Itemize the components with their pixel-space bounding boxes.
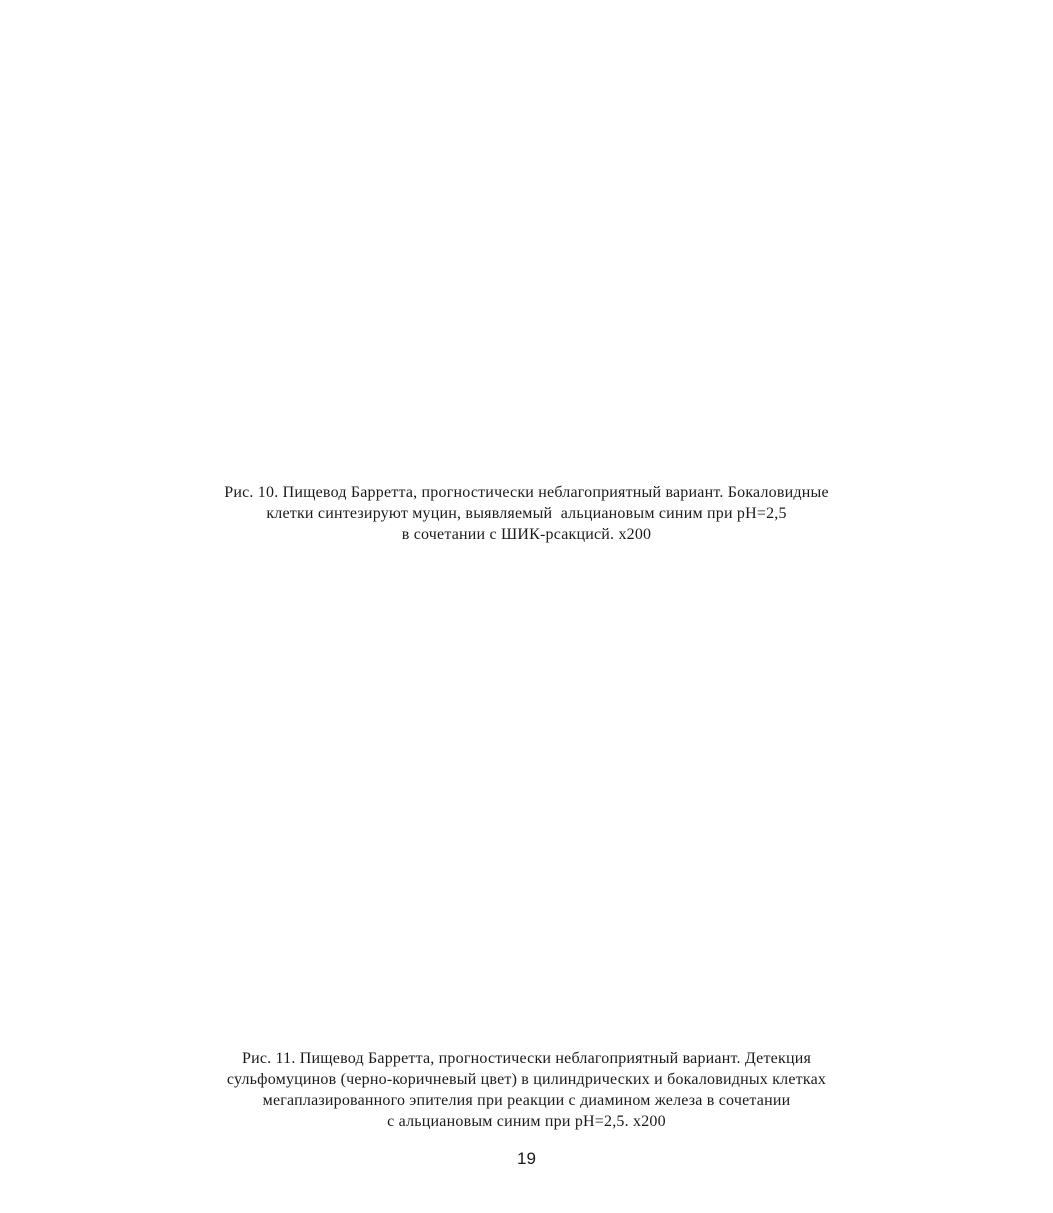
figure-11-caption <box>0 1048 1053 1132</box>
figure-10-caption <box>0 482 1053 545</box>
caption-line: Рис. 10. Пищевод Барретта, прогностически неблагоприятный вариант. Бокаловидные <box>224 484 829 501</box>
caption-line: в сочетании с ШИК-рсакцисй. х200 <box>401 526 652 543</box>
caption-line: с альциановым синим при pH=2,5. х200 <box>387 1113 666 1130</box>
caption-line: клетки синтезируют муцин, выявляемый альциановым синим при pH=2,5 <box>266 505 787 522</box>
caption-line: сульфомуцинов (черно-коричневый цвет) в цилиндрических и бокаловидных клетках <box>226 1071 827 1088</box>
caption-line: мегаплазированного эпителия при реакции с диамином железа в сочетании <box>262 1092 791 1109</box>
page-number: 19 <box>517 1149 536 1168</box>
caption-line: Рис. 11. Пищевод Барретта, прогностически неблагоприятный вариант. Детекция <box>241 1050 812 1067</box>
